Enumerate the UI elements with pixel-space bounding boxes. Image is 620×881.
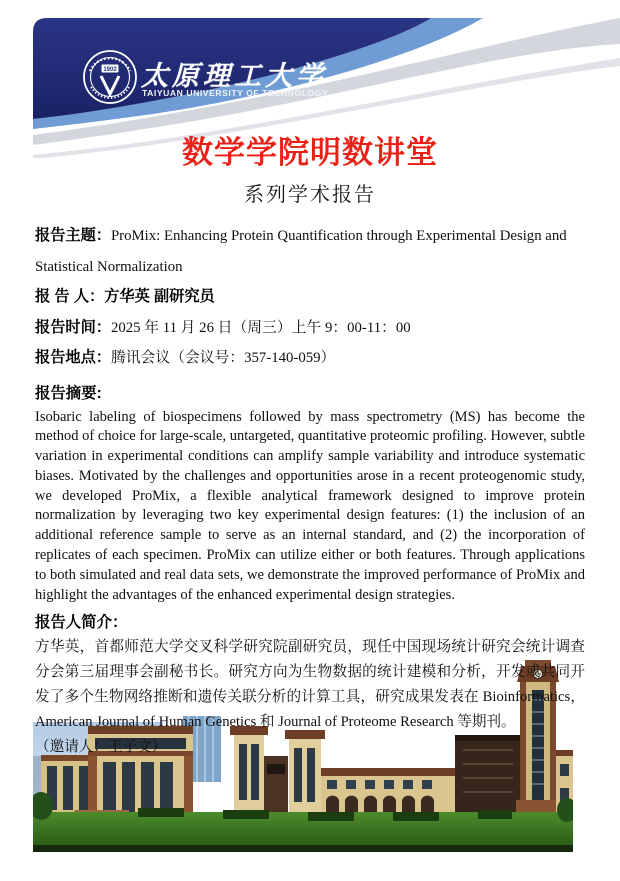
speaker-value: 方华英 副研究员	[104, 288, 215, 305]
seal-year: 1902	[103, 67, 117, 73]
window-strip	[160, 762, 173, 814]
wing-roof	[321, 768, 455, 776]
time-label: 报告时间：	[35, 318, 111, 336]
venue-line	[35, 343, 585, 374]
window-strip	[122, 762, 135, 814]
topic-value: ProMix: Enhancing Protein Quantification through Experimental Design and Statistical Normalization	[35, 228, 567, 275]
university-name-en: TAIYUAN UNIVERSITY OF TECHNOLOGY	[142, 88, 329, 98]
venue-label: 报告地点：	[35, 349, 111, 366]
abstract-heading: 报告摘要:	[35, 384, 102, 402]
poster-body	[35, 221, 585, 760]
time-line	[35, 313, 585, 344]
hedge	[308, 812, 354, 821]
window	[560, 764, 569, 776]
seal-shield-glyph	[101, 76, 119, 94]
hedge	[478, 810, 512, 819]
time-value: 2025 年 11 月 26 日（周三）上午 9：00-11：00	[110, 319, 411, 336]
speaker-line	[35, 282, 585, 313]
foreground-shadow	[33, 845, 573, 852]
right-pilaster	[184, 756, 193, 820]
hedge	[138, 808, 184, 817]
lecture-series-subtitle: 系列学术报告	[244, 184, 376, 206]
window-strip	[141, 762, 154, 814]
bio-text: 方华英，首都师范大学交叉科学研究院副研究员，现任中国现场统计研究会统计调查分会第三届理事会副秘书长。研究方向为生物数据的统计建模和分析，开发或共同开发了多个生物网络推断和遗传关联分析的计算工具，研究成果发表在 Bioinformatics，American Journal of Human Genetics 和 Journal of Proteome Research 等期刊。	[35, 639, 585, 731]
window-strip	[103, 762, 116, 814]
topic-line	[35, 221, 585, 282]
lecture-series-title: 数学学院明数讲堂	[182, 135, 438, 170]
frieze-window	[403, 780, 413, 789]
hedge	[393, 812, 439, 821]
window	[63, 766, 73, 810]
hedge	[223, 810, 269, 819]
frieze-window	[346, 780, 356, 789]
connector-window	[267, 764, 285, 774]
inviter-line: （邀请人：王子文）	[35, 739, 167, 756]
university-name-zh: 太原理工大学	[141, 61, 327, 91]
abstract-text: Isobaric labeling of biospecimens followed by mass spectrometry (MS) has become the method of choice for large-scale, untargeted, quantitative proteomic profiling. However, subtle variation in experimental conditions can amplify sample variability and introduce systematic biases. Motivated by the challenges and opportunities arose in a recent proteogenomic study, we developed ProMix, a flexible analytical framework designed to improve protein normalization by leveraging two key experimental design features: (1) the inclusion of an additional reference sample to serve as an internal standard, and (2) the incorporation of replicates of each specimen. ProMix can utilize either or both features. Through applications to both simulated and real data sets, we demonstrate the improved performance of ProMix and highlight the advantages of the enhanced experimental design strategies.	[35, 408, 585, 603]
frieze-window	[384, 780, 394, 789]
frieze-window	[327, 780, 337, 789]
window	[79, 766, 89, 810]
university-seal	[79, 47, 141, 109]
topic-label: 报告主题：	[35, 227, 111, 244]
frieze-window	[422, 780, 432, 789]
frieze-window	[365, 780, 375, 789]
venue-value: 腾讯会议（会议号：357-140-059）	[110, 350, 336, 366]
speaker-label: 报 告 人：	[35, 288, 105, 305]
bio-heading: 报告人简介：	[35, 614, 128, 632]
